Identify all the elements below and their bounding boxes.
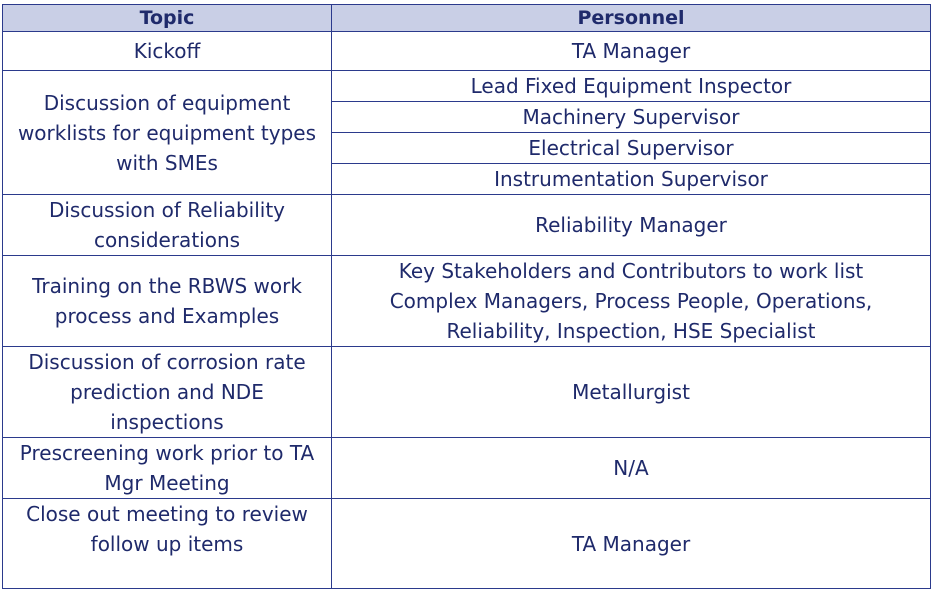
topic-text: process and Examples bbox=[54, 304, 280, 328]
topic-text: Close out meeting to review bbox=[26, 502, 308, 526]
table-row bbox=[3, 256, 931, 347]
topic-text: inspections bbox=[110, 410, 224, 434]
topic-text: follow up items bbox=[90, 532, 244, 556]
personnel-text: Lead Fixed Equipment Inspector bbox=[470, 74, 792, 98]
personnel-text: Key Stakeholders and Contributors to work list bbox=[398, 259, 864, 283]
topic-cell bbox=[3, 32, 332, 71]
topic-cell bbox=[3, 256, 332, 347]
personnel-cell bbox=[332, 499, 931, 589]
table-row bbox=[3, 499, 931, 589]
table-row bbox=[3, 71, 931, 102]
topic-cell bbox=[3, 438, 332, 499]
personnel-text: Complex Managers, Process People, Operations, bbox=[389, 289, 873, 313]
topic-cell bbox=[3, 71, 332, 195]
personnel-text: Machinery Supervisor bbox=[522, 105, 740, 129]
personnel-text: Metallurgist bbox=[572, 380, 690, 404]
topic-text: prediction and NDE bbox=[70, 380, 264, 404]
personnel-cell bbox=[332, 195, 931, 256]
header-personnel: Personnel bbox=[332, 5, 931, 32]
personnel-cell bbox=[332, 256, 931, 347]
table-row bbox=[3, 347, 931, 438]
topic-text: considerations bbox=[93, 228, 241, 252]
topic-text: worklists for equipment types bbox=[17, 120, 317, 145]
table-row bbox=[3, 195, 931, 256]
personnel-text: TA Manager bbox=[571, 531, 691, 556]
personnel-cell bbox=[332, 32, 931, 71]
personnel-text: Reliability, Inspection, HSE Specialist bbox=[446, 319, 816, 343]
table-row bbox=[3, 438, 931, 499]
topic-text: with SMEs bbox=[116, 150, 218, 175]
topic-text: Discussion of equipment bbox=[43, 90, 291, 115]
header-topic: Topic bbox=[3, 5, 332, 32]
personnel-text: Instrumentation Supervisor bbox=[494, 167, 768, 191]
personnel-text: N/A bbox=[613, 456, 649, 480]
personnel-text: TA Manager bbox=[571, 39, 691, 63]
personnel-cell bbox=[332, 71, 931, 102]
topic-text: Prescreening work prior to TA bbox=[19, 441, 315, 465]
topic-text: Discussion of corrosion rate bbox=[28, 350, 306, 374]
personnel-cell bbox=[332, 438, 931, 499]
table-header-row bbox=[3, 5, 931, 32]
topic-cell bbox=[3, 195, 332, 256]
personnel-cell bbox=[332, 133, 931, 164]
personnel-cell bbox=[332, 164, 931, 195]
topics-personnel-table-container bbox=[2, 4, 930, 586]
topic-text: Training on the RBWS work bbox=[32, 274, 302, 298]
personnel-cell bbox=[332, 347, 931, 438]
table-row bbox=[3, 32, 931, 71]
topic-text: Mgr Meeting bbox=[104, 471, 230, 495]
personnel-text: Electrical Supervisor bbox=[528, 136, 734, 160]
personnel-cell bbox=[332, 102, 931, 133]
personnel-text: Reliability Manager bbox=[535, 213, 727, 237]
topic-text: Kickoff bbox=[133, 39, 201, 63]
topic-text: Discussion of Reliability bbox=[48, 198, 286, 222]
topic-cell bbox=[3, 347, 332, 438]
topic-cell bbox=[3, 499, 332, 589]
topics-personnel-table bbox=[2, 4, 931, 589]
